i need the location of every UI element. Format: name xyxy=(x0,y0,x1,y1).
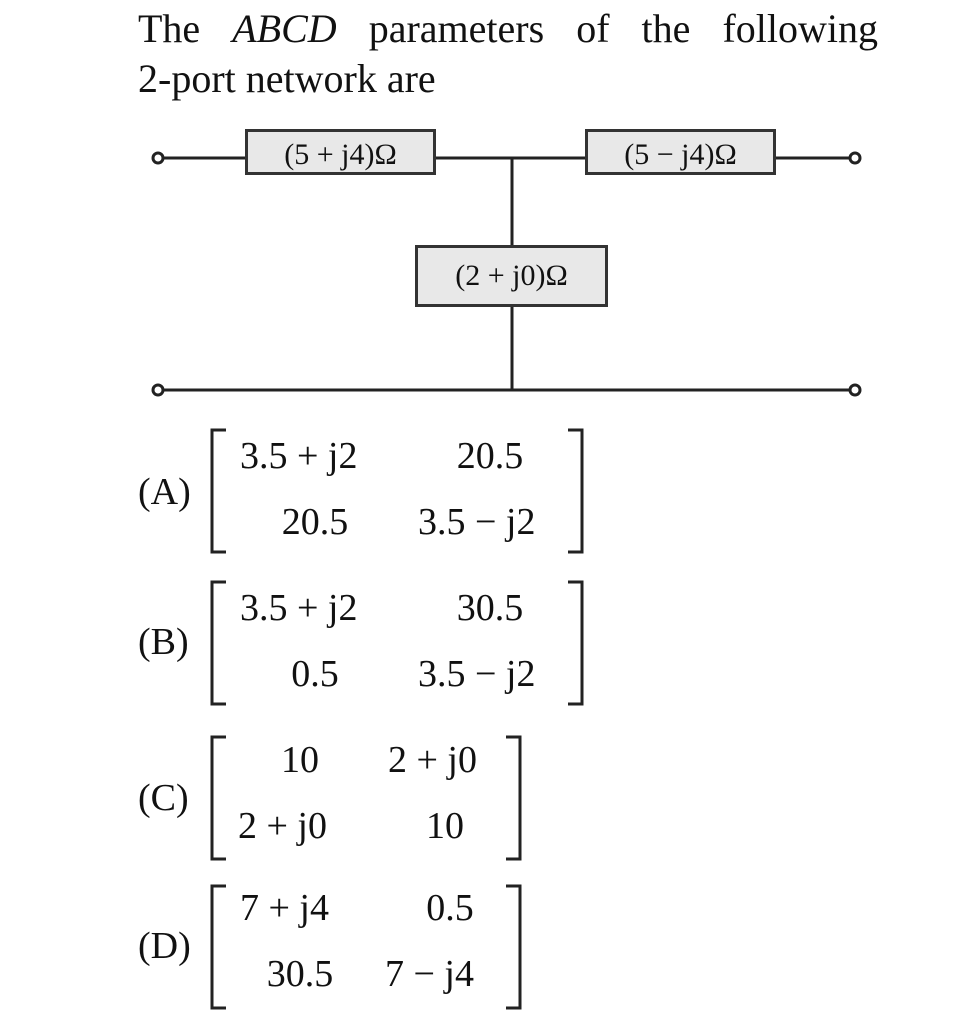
option-a-label: (A) xyxy=(138,471,191,513)
option-b-cell-11: 3.5 + j2 xyxy=(240,587,358,629)
option-d-left-bracket xyxy=(208,884,228,1010)
option-a-cell-21: 20.5 xyxy=(281,501,349,543)
option-a-left-bracket xyxy=(208,428,228,554)
option-d-label: (D) xyxy=(138,925,191,967)
option-a-right-bracket xyxy=(566,428,586,554)
option-b-right-bracket xyxy=(566,580,586,706)
option-a-cell-22: 3.5 − j2 xyxy=(418,501,536,543)
option-a-cell-12: 20.5 xyxy=(456,435,524,477)
option-b-cell-12: 30.5 xyxy=(456,587,524,629)
question-line1-italic: ABCD xyxy=(232,6,337,51)
terminal-in-bottom xyxy=(153,385,163,395)
option-d-cell-21: 30.5 xyxy=(266,953,334,995)
option-c-label: (C) xyxy=(138,777,189,819)
option-b-label: (B) xyxy=(138,621,189,663)
impedance-shunt: (2 + j0)Ω xyxy=(415,245,608,307)
option-b-left-bracket xyxy=(208,580,228,706)
option-b-cell-22: 3.5 − j2 xyxy=(418,653,536,695)
circuit-diagram xyxy=(0,0,964,420)
terminal-out-bottom xyxy=(850,385,860,395)
option-c-cell-21: 2 + j0 xyxy=(238,805,327,847)
option-b-cell-21: 0.5 xyxy=(291,653,339,695)
option-d-cell-11: 7 + j4 xyxy=(240,887,329,929)
impedance-series-right: (5 − j4)Ω xyxy=(585,129,776,175)
terminal-out-top xyxy=(850,153,860,163)
option-c-cell-12: 2 + j0 xyxy=(388,739,477,781)
option-c-cell-22: 10 xyxy=(426,805,464,847)
option-d-right-bracket xyxy=(504,884,524,1010)
impedance-series-left: (5 + j4)Ω xyxy=(245,129,436,175)
terminal-in-top xyxy=(153,153,163,163)
question-line1-pre: The xyxy=(138,6,233,51)
option-d-cell-12: 0.5 xyxy=(426,887,474,929)
option-d-cell-22: 7 − j4 xyxy=(385,953,474,995)
question-line1-post: parameters of the following xyxy=(336,6,879,51)
option-a-cell-11: 3.5 + j2 xyxy=(240,435,358,477)
question-line2: 2-port network are xyxy=(138,56,436,101)
option-c-left-bracket xyxy=(208,735,228,861)
option-c-cell-11: 10 xyxy=(281,739,319,781)
